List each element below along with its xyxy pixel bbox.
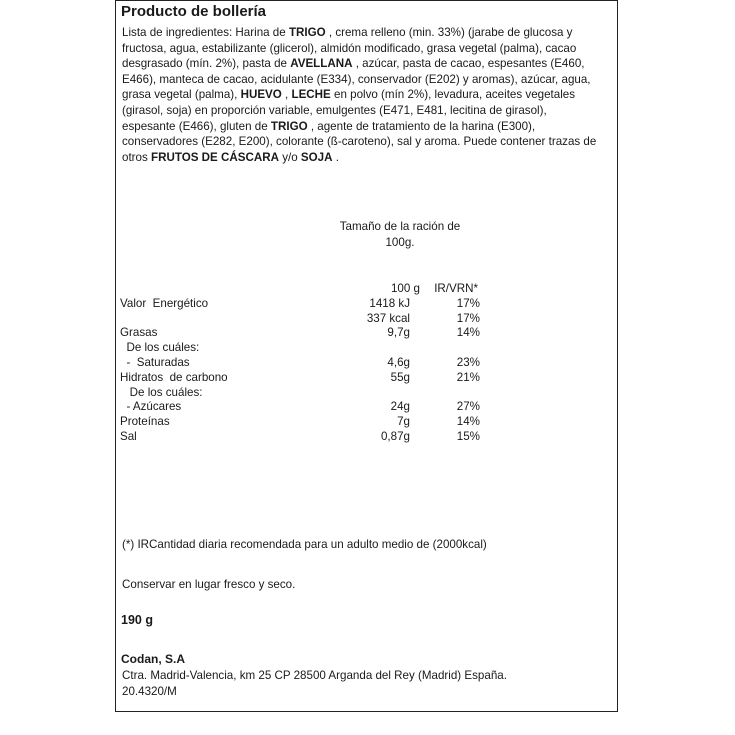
nutrient-percent: 21% <box>456 370 480 384</box>
nutrition-row <box>120 356 490 371</box>
allergen: FRUTOS DE CÁSCARA <box>151 150 279 164</box>
nutrient-label: - Azúcares <box>120 400 182 414</box>
nutrient-percent: 17% <box>456 296 480 310</box>
company-name: Codan, S.A <box>121 652 186 666</box>
nutrient-value: 337 kcal <box>366 311 410 325</box>
serving-size <box>320 219 480 251</box>
ingredient-text: en polvo (mín 2%), levadura, aceites vegetales (girasol, soja) en proporción variable, emulgentes (E471, E481, lecitina de girasol), espesante (E466), gluten de <box>122 88 576 133</box>
nutrient-percent: 23% <box>456 355 480 369</box>
nutrition-header-row <box>120 282 490 297</box>
nutrient-percent: 17% <box>456 311 480 325</box>
ingredient-text: y/o <box>278 150 301 164</box>
nutrition-row <box>120 341 490 356</box>
ingredient-text: . <box>332 150 339 164</box>
ingredient-text: , crema relleno (min. 33%) (jarabe de glucosa y fructosa, agua, estabilizante (glicerol), almidón modificado, grasa vegetal (palma), cacao desgrasado (mín. 2%), pasta de <box>122 26 577 71</box>
nutrient-percent: 15% <box>456 429 480 443</box>
nutrient-percent: 27% <box>456 400 480 414</box>
ingredient-text: Lista de ingredientes: Harina de <box>122 26 289 39</box>
allergen: TRIGO <box>288 26 326 39</box>
nutrient-value: 55g <box>390 370 410 384</box>
nutrient-percent: 14% <box>456 415 480 429</box>
per-100g-header: 100 g <box>390 282 420 295</box>
nutrient-label: Valor Energético <box>120 296 209 310</box>
nutrient-label: Proteínas <box>120 415 170 429</box>
nutrient-label: - Saturadas <box>120 355 190 369</box>
ingredient-text: , agente de tratamiento de la harina (E300), conservadores (E282, E200), colorante (ß-caroteno), sal y aroma. Puede contener trazas de otros <box>122 119 597 164</box>
ingredients-list <box>122 25 602 165</box>
nutrient-label: Grasas <box>120 326 158 340</box>
nutrition-row <box>120 312 490 327</box>
nutrition-row <box>120 400 490 415</box>
allergen: TRIGO <box>270 119 308 133</box>
nutrition-row <box>120 430 490 445</box>
serving-size-line2: 100g. <box>385 235 415 249</box>
address-line: Ctra. Madrid-Valencia, km 25 CP 28500 Arganda del Rey (Madrid) España. <box>122 669 507 682</box>
serving-size-line1: Tamaño de la ración de <box>339 220 461 233</box>
ingredient-text: , azúcar, pasta de cacao, espesantes (E460, E466), manteca de cacao, acidulante (E334), conservador (E202) y aromas), azúcar, agua, grasa vegetal (palma), <box>122 57 591 102</box>
ir-footnote: (*) IRCantidad diaria recomendada para un adulto medio de (2000kcal) <box>122 538 487 551</box>
net-weight: 190 g <box>121 613 153 627</box>
product-title: Producto de bollería <box>121 3 267 20</box>
allergen: SOJA <box>300 150 333 164</box>
nutrient-percent: 14% <box>456 326 480 340</box>
nutrient-label: De los cuáles: <box>120 385 203 399</box>
nutrition-row <box>120 415 490 430</box>
allergen: LECHE <box>291 88 331 102</box>
storage-instructions: Conservar en lugar fresco y seco. <box>122 578 296 591</box>
nutrition-row <box>120 386 490 401</box>
nutrient-value: 9,7g <box>387 326 410 340</box>
company-address <box>122 668 507 699</box>
nutrition-row <box>120 297 490 312</box>
nutrient-value: 1418 kJ <box>369 296 410 310</box>
allergen: AVELLANA <box>290 57 353 71</box>
ingredient-text: , <box>281 88 292 102</box>
nutrient-value: 4,6g <box>387 355 410 369</box>
nutrient-label: Sal <box>120 429 137 443</box>
nutrient-label: Hidratos de carbono <box>120 370 228 384</box>
nutrient-value: 0,87g <box>380 429 410 443</box>
nutrient-label: De los cuáles: <box>120 341 200 355</box>
allergen: HUEVO <box>240 88 282 102</box>
nutrient-value: 7g <box>397 415 410 429</box>
nutrient-value: 24g <box>390 400 410 414</box>
nutrition-row <box>120 326 490 341</box>
nutrition-table <box>120 282 490 445</box>
ir-vrn-header: IR/VRN* <box>434 282 478 295</box>
nutrition-row <box>120 371 490 386</box>
registry-number: 20.4320/M <box>122 684 177 698</box>
